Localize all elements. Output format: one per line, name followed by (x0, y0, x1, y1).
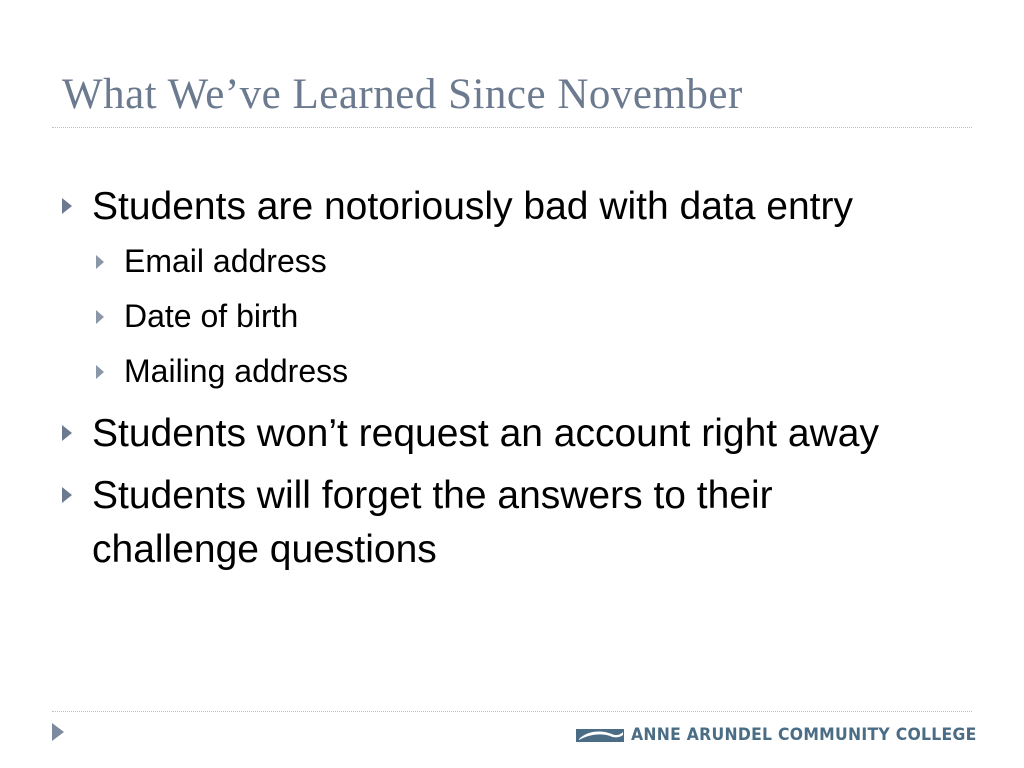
triangle-bullet-icon (62, 425, 72, 441)
title-divider (52, 127, 972, 128)
college-logo-text: ANNE ARUNDEL COMMUNITY COLLEGE (631, 725, 977, 745)
triangle-bullet-icon (62, 487, 72, 503)
sub-bullet-text: Email address (124, 243, 327, 279)
sub-bullet-text: Mailing address (124, 353, 349, 389)
bullet-item (62, 407, 962, 461)
bullet-item (62, 469, 872, 577)
college-logo-mark-icon (576, 727, 624, 744)
bullet-text: Students will forget the answers to their challenge questions (92, 474, 773, 571)
bullet-text: Students are notoriously bad with data entry (92, 185, 853, 228)
bullet-item (62, 180, 962, 234)
triangle-bullet-icon (96, 365, 104, 379)
sub-bullet-item (62, 344, 962, 399)
sub-bullet-item (62, 234, 962, 289)
triangle-bullet-icon (96, 255, 104, 269)
sub-bullet-item (62, 289, 962, 344)
slide-title: What We’ve Learned Since November (62, 71, 743, 118)
bullet-text: Students won’t request an account right away (92, 412, 879, 455)
triangle-bullet-icon (96, 310, 104, 324)
triangle-bullet-icon (62, 198, 72, 214)
footer-divider (52, 711, 972, 712)
bullet-list (62, 180, 962, 577)
sub-bullet-text: Date of birth (124, 298, 299, 334)
play-arrow-icon (52, 723, 64, 741)
college-logo (576, 725, 1007, 745)
